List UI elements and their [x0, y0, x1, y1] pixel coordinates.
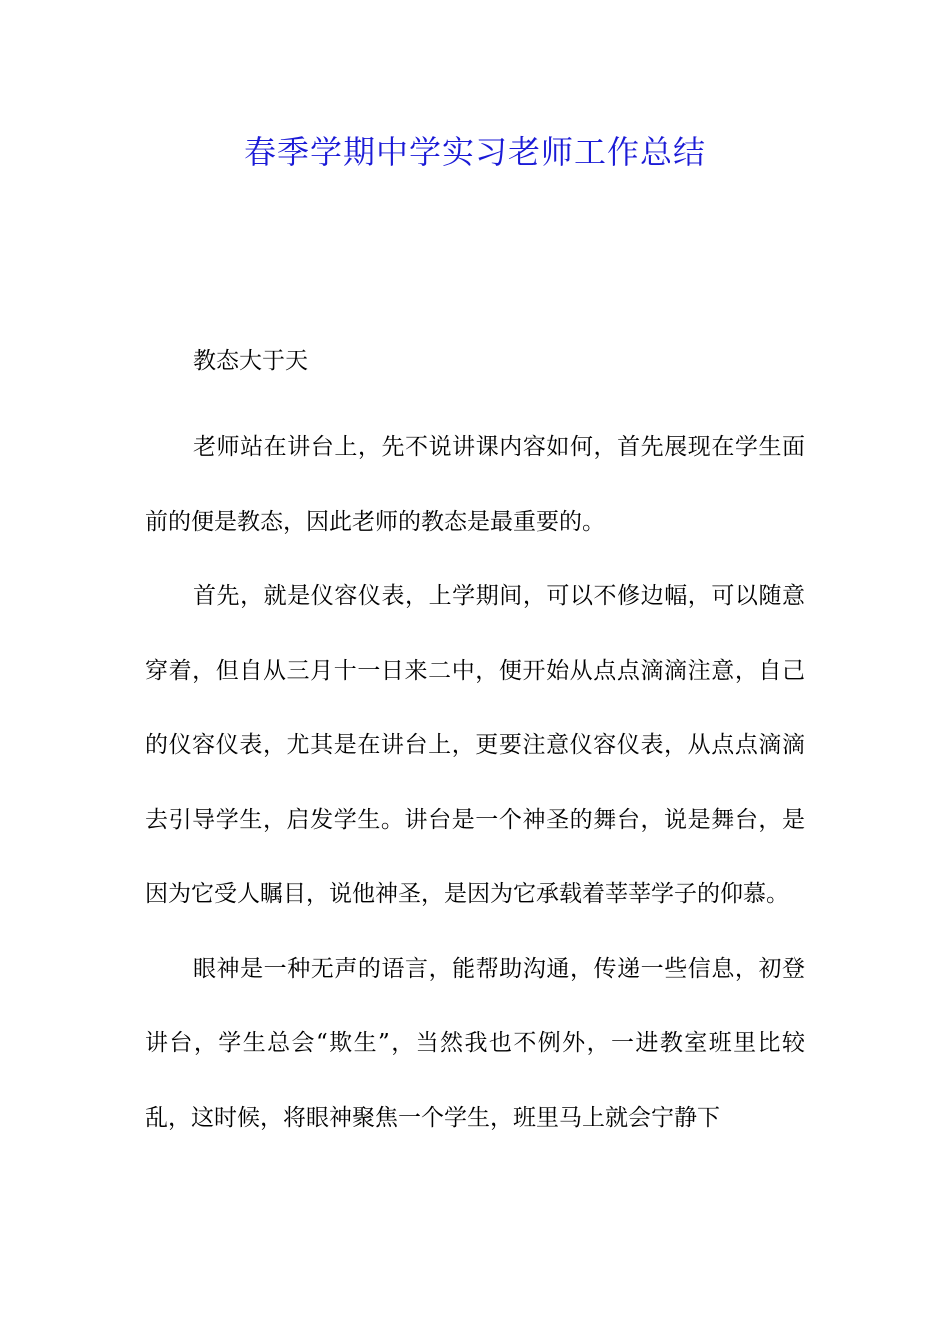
document-body: [145, 336, 805, 1155]
paragraph: 老师站在讲台上，先不说讲课内容如何，首先展现在学生面前的便是教态，因此老师的教态是最重要的。: [145, 434, 805, 535]
paragraph: 眼神是一种无声的语言，能帮助沟通，传递一些信息，初登讲台，学生总会“欺生”，当然我也不例外，一进教室班里比较乱，这时候，将眼神聚焦一个学生，班里马上就会宁静下: [145, 955, 805, 1131]
section-heading: 教态大于天: [193, 348, 308, 374]
document-title: 春季学期中学实习老师工作总结: [243, 133, 706, 171]
paragraph: 首先，就是仪容仪表，上学期间，可以不修边幅，可以随意穿着，但自从三月十一日来二中，便开始从点点滴滴注意，自己的仪容仪表，尤其是在讲台上，更要注意仪容仪表，从点点滴滴去引导学生，启发学生。讲台是一个神圣的舞台，说是舞台，是因为它受人瞩目，说他神圣，是因为它承载着莘莘学子的仰慕。: [145, 583, 805, 907]
